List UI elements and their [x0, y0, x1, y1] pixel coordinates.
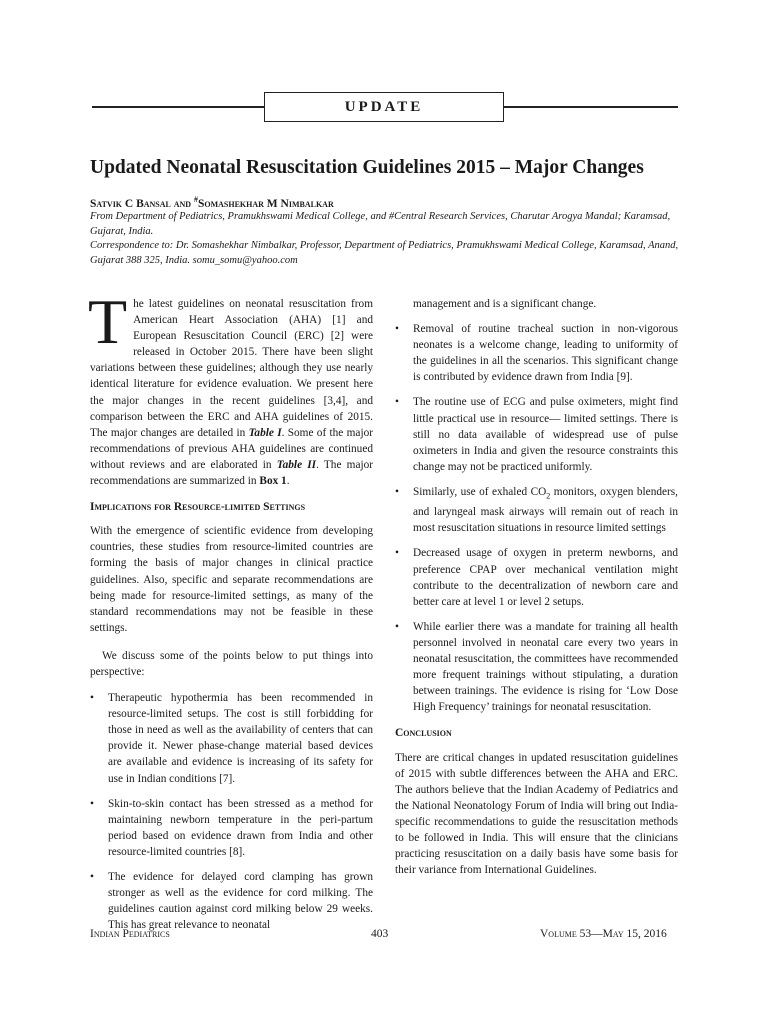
box-1-ref: Box 1: [259, 475, 287, 488]
correspondence: Correspondence to: Dr. Somashekhar Nimbalkar, Professor, Department of Pediatrics, Pramukhswami Medical College, Karamsad, Anand, Gujarat 388 325, India. somu_somu@yahoo.com: [90, 240, 679, 266]
article-title: Updated Neonatal Resuscitation Guidelines 2015 – Major Changes: [90, 157, 644, 178]
section-heading-resource-limited: Implications for Resource-limited Settings: [90, 501, 306, 514]
banner-rule-right: [504, 106, 678, 108]
bullet-training: • While earlier there was a mandate for training all health personnel involved in neonatal care every two years in neonatal resuscitation, the committees have recommended more frequent trainings without stipulating, a duration between trainings. The evidence is rising for ‘Low Dose High Frequency’ trainings for neonatal resuscitation.: [395, 619, 678, 716]
affiliation-block: [90, 210, 690, 268]
conclusion-paragraph: There are critical changes in updated resuscitation guidelines of 2015 with subtle differences between the AHA and ERC. The authors believe that the Indian Academy of Pediatrics and the National Neonatology Forum of India will bring out India-specific recommendations to guide the resuscitation methods to be followed in India. This will ensure that the clinicians practicing resuscitation on a daily basis have some basis for their variance from International Guidelines.: [395, 751, 678, 877]
footer-journal: Indian Pediatrics: [90, 928, 170, 940]
right-column: [395, 296, 678, 878]
author-line: [90, 195, 334, 210]
section-heading-conclusion: Conclusion: [395, 727, 452, 740]
table-2-ref: Table II: [276, 458, 317, 471]
paragraph-emergence: With the emergence of scientific evidence from developing countries, these studies from resource-limited countries are forming the basis of major changes in clinical practice guidelines. Also, specific and separate recommendations are being made for resource-limited settings, as many of the standard recommendations may not be feasible in these settings.: [90, 525, 373, 634]
bullet-ecg-oximeters: • The routine use of ECG and pulse oximeters, might find little practical use in resource— limited settings. There is still no data available of widespread use of pulse oximeters in India and given the resource constraints this change may not be practiced uniformly.: [395, 394, 678, 474]
author-1: Satvik C Bansal: [90, 197, 171, 210]
affiliation: From Department of Pediatrics, Pramukhswami Medical College, and #Central Research Services, Charutar Arogya Mandal; Karamsad, Gujarat, India.: [90, 211, 671, 237]
author-2: Somashekhar M Nimbalkar: [197, 197, 334, 210]
bullet-skin-to-skin: • Skin-to-skin contact has been stressed as a method for maintaining newborn temperature in the peri-partum period based on evidence drawn from India and other resource-limited countries [8].: [90, 796, 373, 860]
bullet-list-left: [90, 690, 373, 933]
footer-page-number: 403: [371, 928, 389, 940]
bullet-co2-monitors: • Similarly, use of exhaled $CO_2$ monitors, oxygen blenders, and laryngeal mask airways will remain out of reach in most resuscitation situations in resource limited settings: [395, 484, 678, 537]
bullet-tracheal-suction: • Removal of routine tracheal suction in non-vigorous neonates is a welcome change, leading to uniformity of the guidelines in all the scenarios. This significant change is contributed by evidence drawn from India [9].: [395, 321, 678, 385]
update-banner: [92, 92, 678, 122]
left-column: [88, 286, 374, 942]
bullet-oxygen-cpap: • Decreased usage of oxygen in preterm newborns, and preference CPAP over mechanical ventilation might contribute to the decentralization of newborn care and better care at level 1 or level 2 setups.: [395, 545, 678, 609]
bullet-cord-clamping: • The evidence for delayed cord clamping has grown stronger as well as the evidence for cord milking. The guidelines caution against cord milking below 29 weeks. This has great relevance to neonatal: [90, 869, 373, 933]
footer-volume: Volume 53—May 15, 2016: [540, 928, 667, 940]
update-label: UPDATE: [264, 92, 504, 122]
paragraph-discuss: We discuss some of the points below to put things into perspective:: [90, 649, 373, 678]
intro-paragraph: The latest guidelines on neonatal resuscitation from American Heart Association (AHA) [1] and European Resuscitation Council (ERC) [2] were released in October 2015. There have been slight variations between these guidelines; although they use nearly identical literature for evidence evaluation. We present here the major changes in the recent guidelines [3,4], and comparison between the ERC and AHA guidelines of 2015. The major changes are detailed in Table I. Some of the major recommendations of previous AHA guidelines are continued without reviews and are elaborated in Table II. The major recommendations are summarized in Box 1.: [88, 286, 374, 488]
bullet-continuation: management and is a significant change.: [413, 298, 597, 310]
bullet-hypothermia: • Therapeutic hypothermia has been recommended in resource-limited setups. The cost is still forbidding for those in need as well as the availability of centers that can provide it. Newer phase-change material based devices are available and evidence is increasing of its safety for use in Indian conditions [7].: [90, 690, 373, 787]
bullet-list-right: [395, 321, 678, 715]
affiliation-mark: #: [193, 195, 198, 204]
table-1-ref: Table I: [248, 426, 282, 439]
author-conjunction: and: [173, 197, 192, 210]
drop-cap: T: [88, 286, 128, 357]
banner-rule-left: [92, 106, 264, 108]
